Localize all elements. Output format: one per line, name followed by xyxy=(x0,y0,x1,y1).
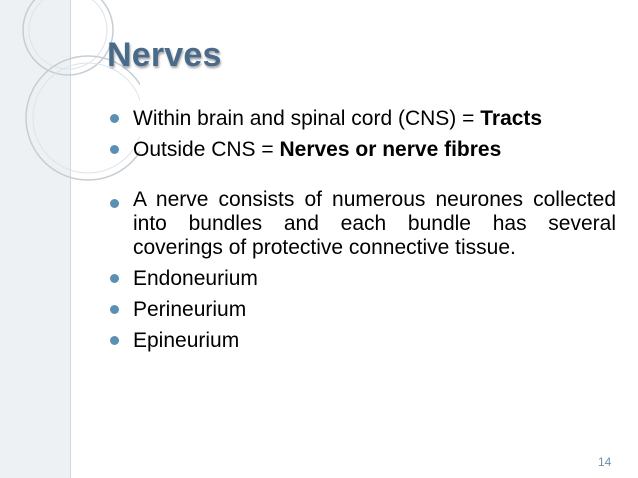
bullet-dot-icon xyxy=(110,305,119,314)
bullet-dot-icon xyxy=(110,114,119,123)
bullet-item-tracts xyxy=(108,103,616,134)
bullet-list xyxy=(108,103,616,356)
bullet-dot-icon xyxy=(110,336,119,345)
bullet-text: Perineurium xyxy=(133,298,247,321)
bullet-bold-text: Nerves or nerve fibres xyxy=(279,138,502,161)
bullet-dot-icon xyxy=(110,274,119,283)
bullet-item-perineurium xyxy=(108,294,616,325)
bullet-bold-text: Tracts xyxy=(480,107,543,130)
bullet-item-epineurium xyxy=(108,325,616,356)
bullet-item-nerves xyxy=(108,134,616,165)
bullet-text: Epineurium xyxy=(133,329,240,352)
slide-title: Nerves xyxy=(107,36,222,74)
bullet-dot-icon xyxy=(110,199,119,208)
bullet-item-endoneurium xyxy=(108,263,616,294)
bullet-text: Within brain and spinal cord (CNS) = xyxy=(133,107,481,130)
bullet-text: Outside CNS = xyxy=(133,138,280,161)
bullet-text: A nerve consists of numerous neurones collected into bundles and each bundle has several coverings of protective connective tissue. xyxy=(133,188,616,259)
bullet-item-nerve-description xyxy=(108,185,616,260)
page-number: 14 xyxy=(598,455,612,469)
bullet-text: Endoneurium xyxy=(133,267,258,290)
bullet-dot-icon xyxy=(110,145,119,154)
